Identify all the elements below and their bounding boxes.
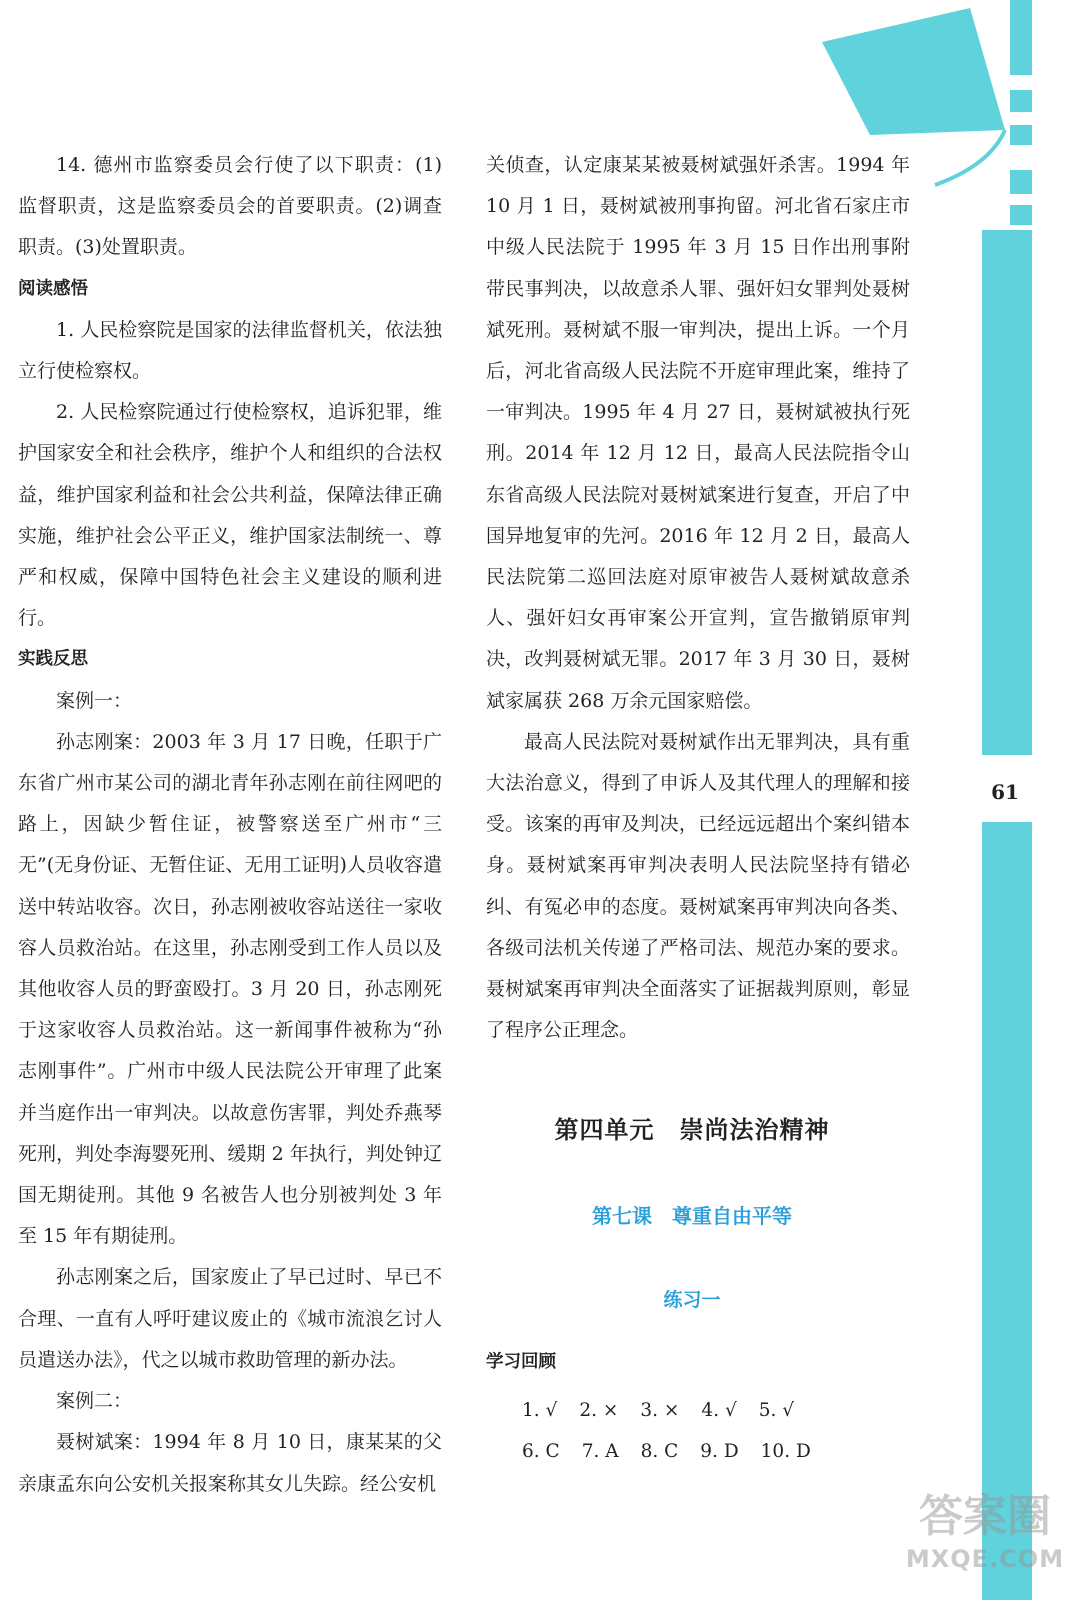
left-column bbox=[18, 145, 442, 1505]
section-heading: 实践反思 bbox=[18, 649, 88, 670]
answer-item: 2. × bbox=[579, 1400, 619, 1421]
answer-item: 3. × bbox=[640, 1400, 680, 1421]
kite-shape bbox=[822, 8, 1005, 135]
paragraph: 案例二： bbox=[56, 1390, 133, 1413]
lesson-title: 第七课 尊重自由平等 bbox=[592, 1204, 792, 1228]
answer-item: 8. C bbox=[640, 1441, 679, 1462]
watermark-text: 答案圈 bbox=[919, 1491, 1051, 1542]
paragraph: 14. 德州市监察委员会行使了以下职责：(1)监督职责，这是监察委员会的首要职责。(2)调查职责。(3)处置职责。 bbox=[18, 154, 442, 259]
answers-row bbox=[522, 1431, 833, 1472]
strip-segment bbox=[1010, 205, 1032, 225]
side-band-top bbox=[982, 230, 1032, 755]
paragraph: 孙志刚案之后，国家废止了早已过时、早已不合理、一直有人呼吁建议废止的《城市流浪乞讨人员遣送办法》，代之以城市救助管理的新办法。 bbox=[18, 1266, 442, 1371]
watermark-url: MXQE.COM bbox=[905, 1545, 1065, 1573]
paragraph: 聂树斌案：1994 年 8 月 10 日，康某某的父亲康孟东向公安机关报案称其女儿失踪。经公安机 bbox=[18, 1431, 442, 1495]
answer-item: 9. D bbox=[700, 1441, 739, 1462]
paragraph: 2. 人民检察院通过行使检察权，追诉犯罪，维护国家安全和社会秩序，维护个人和组织的合法权益，维护国家利益和社会公共利益，保障法律正确实施，维护社会公平正义，维护国家法制统一、尊严和权威，保障中国特色社会主义建设的顺利进行。 bbox=[18, 401, 442, 630]
answer-item: 4. √ bbox=[701, 1400, 737, 1421]
right-column bbox=[486, 145, 910, 1051]
section-heading: 阅读感悟 bbox=[18, 278, 88, 299]
answer-item: 7. A bbox=[581, 1441, 619, 1462]
paragraph: 最高人民法院对聂树斌作出无罪判决，具有重大法治意义，得到了申诉人及其代理人的理解和接受。该案的再审及判决，已经远远超出个案纠错本身。聂树斌案再审判决表明人民法院坚持有错必纠、有冤必申的态度。聂树斌案再审判决向各类、各级司法机关传递了严格司法、规范办案的要求。聂树斌案再审判决全面落实了证据裁判原则，彰显了程序公正理念。 bbox=[486, 730, 910, 1042]
page-number: 61 bbox=[991, 780, 1019, 804]
strip-segment bbox=[1010, 170, 1032, 194]
answer-item: 1. √ bbox=[522, 1400, 558, 1421]
answer-item: 5. √ bbox=[758, 1400, 795, 1421]
strip-segment bbox=[1010, 125, 1032, 145]
paragraph: 1. 人民检察院是国家的法律监督机关，依法独立行使检察权。 bbox=[18, 318, 442, 383]
answers-block bbox=[522, 1390, 833, 1472]
paragraph: 关侦查，认定康某某被聂树斌强奸杀害。1994 年 10 月 1 日，聂树斌被刑事拘留。河北省石家庄市中级人民法院于 1995 年 3 月 15 日作出刑事附带民事判决，以故意杀人罪、强奸妇女罪判处聂树斌死刑。聂树斌不服一审判决，提出上诉。一个月后，河北省高级人民法院不开庭审理此案，维持了一审判决。1995 年 4 月 27 日，聂树斌被执行死刑。2014 年 12 月 12 日，最高人民法院指令山东省高级人民法院对聂树斌案进行复查，开启了中国异地复审的先河。2016 年 12 月 2 日，最高人民法院第二巡回法庭对原审被告人聂树斌故意杀人、强奸妇女再审案公开宣判，宣告撤销原审判决，改判聂树斌无罪。2017 年 3 月 30 日，聂树斌家属获 268 万余元国家赔偿。 bbox=[486, 154, 910, 712]
side-band-bottom bbox=[982, 822, 1032, 1600]
watermark bbox=[900, 1490, 1070, 1574]
exercise-title: 练习一 bbox=[663, 1289, 721, 1311]
answer-item: 10. D bbox=[760, 1441, 811, 1462]
strip-segment bbox=[1010, 90, 1032, 112]
unit-title: 第四单元 崇尚法治精神 bbox=[554, 1116, 830, 1144]
paragraph: 案例一： bbox=[56, 689, 133, 712]
paragraph: 孙志刚案：2003 年 3 月 17 日晚，任职于广东省广州市某公司的湖北青年孙志刚在前往网吧的路上，因缺少暂住证，被警察送至广州市“三无”(无身份证、无暂住证、无用工证明)人员收容遣送中转站收容。次日，孙志刚被收容站送往一家收容人员救治站。在这里，孙志刚受到工作人员以及其他收容人员的野蛮殴打。3 月 20 日，孙志刚死于这家收容人员救治站。这一新闻事件被称为“孙志刚事件”。广州市中级人民法院公开审理了此案并当庭作出一审判决。以故意伤害罪，判处乔燕琴死刑，判处李海婴死刑、缓期 2 年执行，判处钟辽国无期徒刑。其他 9 名被告人也分别被判处 3 年至 15 年有期徒刑。 bbox=[18, 730, 442, 1248]
answers-row bbox=[522, 1390, 833, 1431]
kite-string bbox=[935, 130, 1005, 185]
section-label: 学习回顾 bbox=[486, 1352, 556, 1372]
strip-segment bbox=[1010, 0, 1032, 75]
answer-item: 6. C bbox=[522, 1441, 560, 1462]
